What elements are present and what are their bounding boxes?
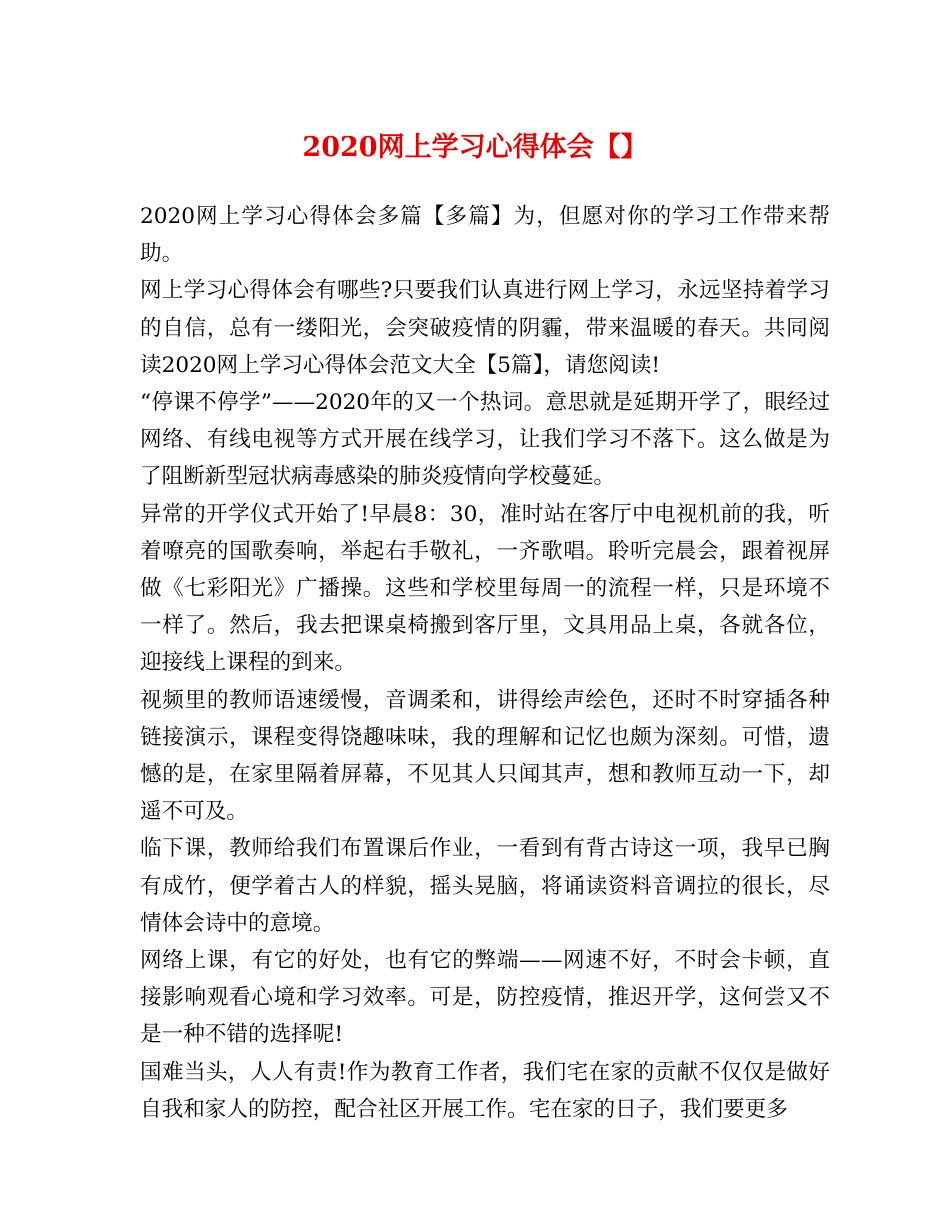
paragraph: 网上学习心得体会有哪些?只要我们认真进行网上学习，永远坚持着学习的自信，总有一缕阳光，会突破疫情的阴霾，带来温暖的春天。共同阅读2020网上学习心得体会范文大全【5篇】，请您阅读!: [140, 278, 830, 378]
paragraph: 网络上课，有它的好处，也有它的弊端——网速不好，不时会卡顿，直接影响观看心境和学习效率。可是，防控疫情，推迟开学，这何尝又不是一种不错的选择呢!: [140, 948, 830, 1048]
paragraph: “停课不停学”——2020年的又一个热词。意思就是延期开学了，眼经过网络、有线电视等方式开展在线学习，让我们学习不落下。这么做是为了阻断新型冠状病毒感染的肺炎疫情向学校蔓延。: [140, 390, 830, 490]
paragraph: 2020网上学习心得体会多篇【多篇】为，但愿对你的学习工作带来帮助。: [140, 204, 830, 267]
document-title: 2020网上学习心得体会【】: [302, 132, 648, 163]
paragraph: 异常的开学仪式开始了!早晨8：30，准时站在客厅中电视机前的我，听着嘹亮的国歌奏响，举起右手敬礼，一齐歌唱。聆听完晨会，跟着视屏做《七彩阳光》广播操。这些和学校里每周一的流程一样，只是环境不一样了。然后，我去把课桌椅搬到客厅里，文具用品上桌，各就各位，迎接线上课程的到来。: [140, 501, 830, 676]
paragraph: 国难当头，人人有责!作为教育工作者，我们宅在家的贡献不仅仅是做好自我和家人的防控，配合社区开展工作。宅在家的日子，我们要更多: [140, 1059, 830, 1122]
paragraph: 视频里的教师语速缓慢，音调柔和，讲得绘声绘色，还时不时穿插各种链接演示，课程变得饶趣味味，我的理解和记忆也颇为深刻。可惜，遗憾的是，在家里隔着屏幕，不见其人只闻其声，想和教师互动一下，却遥不可及。: [140, 687, 830, 825]
document-body: [140, 198, 830, 1128]
paragraph: 临下课，教师给我们布置课后作业，一看到有背古诗这一项，我早已胸有成竹，便学着古人的样貌，摇头晃脑，将诵读资料音调拉的很长，尽情体会诗中的意境。: [140, 836, 830, 936]
